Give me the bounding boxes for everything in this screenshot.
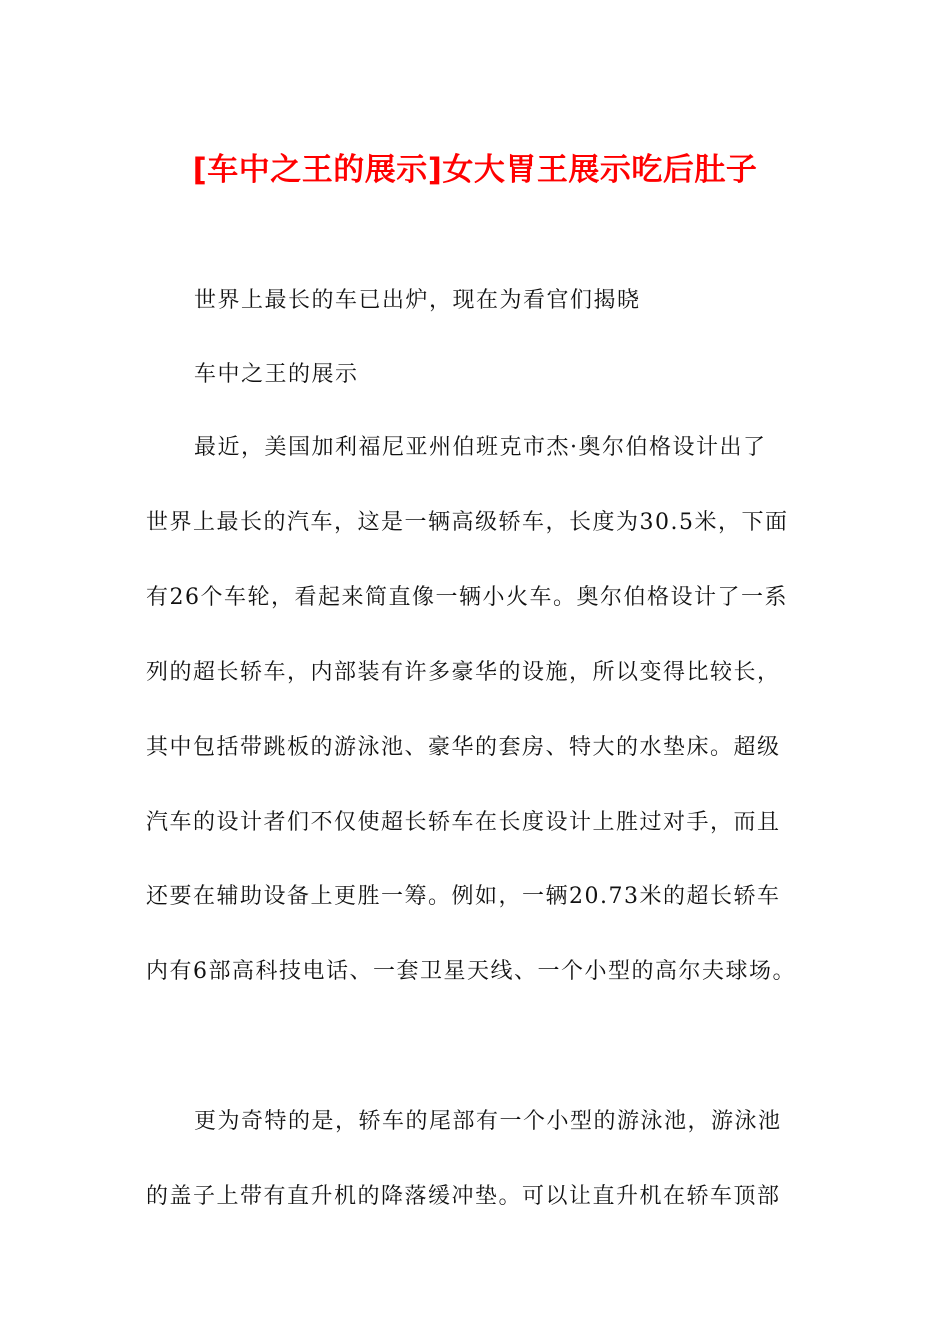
paragraph-line: 有26个车轮，看起来简直像一辆小火车。奥尔伯格设计了一系 [146, 585, 788, 610]
section-heading: 车中之王的展示 [194, 362, 359, 387]
paragraph-line: 最近，美国加利福尼亚州伯班克市杰·奥尔伯格设计出了 [194, 435, 767, 460]
paragraph-line: 列的超长轿车，内部装有许多豪华的设施，所以变得比较长， [146, 660, 781, 685]
intro-line: 世界上最长的车已出炉，现在为看官们揭晓 [194, 288, 641, 313]
paragraph-line: 世界上最长的汽车，这是一辆高级轿车，长度为30.5米，下面 [146, 510, 789, 535]
paragraph-line: 更为奇特的是，轿车的尾部有一个小型的游泳池，游泳池 [194, 1109, 782, 1134]
paragraph-line: 的盖子上带有直升机的降落缓冲垫。可以让直升机在轿车顶部 [146, 1184, 781, 1209]
paragraph-line: 其中包括带跳板的游泳池、豪华的套房、特大的水垫床。超级 [146, 735, 781, 760]
paragraph-line: 汽车的设计者们不仅使超长轿车在长度设计上胜过对手，而且 [146, 810, 781, 835]
document-title: [车中之王的展示]女大胃王展示吃后肚子 [192, 152, 758, 188]
paragraph-line: 还要在辅助设备上更胜一筹。例如，一辆20.73米的超长轿车 [146, 884, 781, 909]
paragraph-line: 内有6部高科技电话、一套卫星天线、一个小型的高尔夫球场。 [146, 959, 796, 984]
